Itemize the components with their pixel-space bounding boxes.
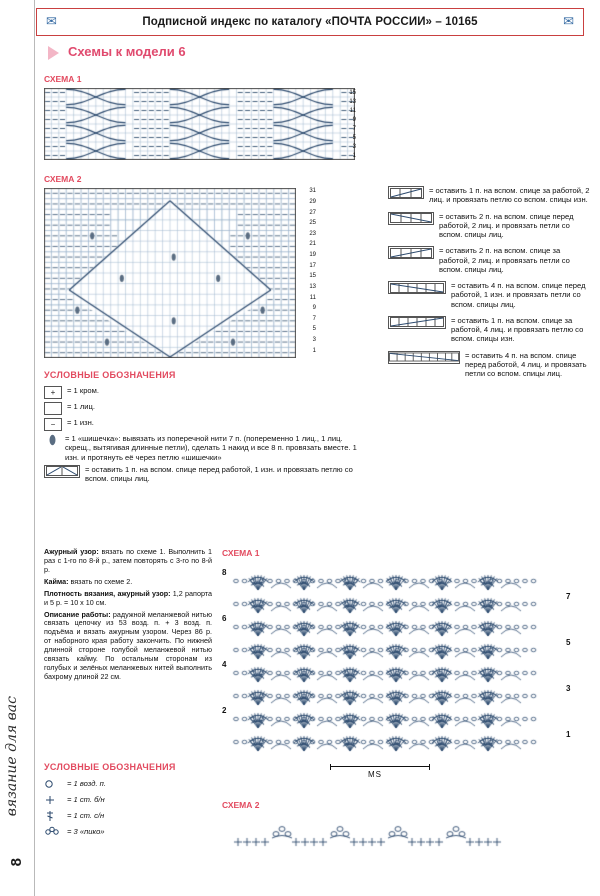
description-paragraph: [44, 578, 212, 587]
picot-icon: [44, 826, 62, 837]
stitch-symbol-purl-icon: −: [44, 418, 62, 431]
description-paragraph: [44, 590, 212, 608]
row-number: 9: [352, 116, 356, 123]
legend-item: [388, 186, 593, 205]
crochet-row-number-left: 6: [222, 614, 227, 623]
description-paragraph: [44, 548, 212, 575]
repeat-bracket: [330, 766, 430, 767]
row-number: 1: [312, 347, 316, 354]
row-number: 11: [349, 107, 356, 114]
row-number: 31: [309, 188, 316, 195]
cable-symbol-1p-front-icon: [44, 465, 80, 478]
crochet-scheme2-label: СХЕМА 2: [222, 800, 260, 810]
bottom-legend-block: [44, 762, 224, 842]
legend-item: [44, 434, 364, 462]
page-header: [36, 8, 584, 36]
legend-item: [44, 418, 364, 431]
stitch-symbol-bobble-icon: [44, 434, 60, 445]
legend-item: [388, 246, 593, 274]
scheme2-chart: [44, 188, 296, 358]
legend-item-text: = оставить 1 п. на вспом. спице перед работой, 1 изн. и провязать петлю со вспом. спицы лиц.: [85, 464, 353, 483]
stitch-symbol-knit-icon: [44, 402, 62, 415]
right-legend-block: [388, 186, 593, 385]
legend-item-text: = оставить 1 п. на вспом. спице за работой, 4 лиц. и провязать петлю со вспом. спицы изн.: [451, 315, 584, 344]
crochet-scheme2-chart: [228, 816, 528, 856]
mail-icon-left: ✉: [46, 14, 57, 30]
row-number: 7: [352, 125, 356, 132]
legend-item-text: = 1 ст. б/н: [67, 794, 105, 804]
chain-stitch-icon: [44, 778, 62, 789]
description-head: Плотность вязания, ажурный узор:: [44, 588, 171, 598]
legend-item-text: = 1 возд. п.: [67, 778, 106, 788]
description-body: 1,2 рапорта и 5 р. = 10 x 10 см.: [44, 588, 212, 607]
legend-item-text: = 3 «пико»: [67, 826, 105, 836]
crochet-row-number-left: 4: [222, 660, 227, 669]
legend-item: [388, 281, 593, 309]
legend-item: [44, 465, 364, 484]
legend-item-text: = 1 кром.: [67, 386, 99, 395]
crochet-row-number-right: 7: [566, 592, 571, 601]
cable-4-front-icon: [388, 281, 446, 294]
scheme2-label: СХЕМА 2: [44, 174, 82, 184]
legend-item-text: = оставить 2 п. на вспом. спице за работой, 2 лиц. и провязать петли со вспом. спицы лиц.: [439, 246, 570, 274]
crochet-row-number-left: 8: [222, 568, 227, 577]
page-number: 8: [8, 857, 25, 866]
description-body: вязать по схеме 2.: [68, 576, 133, 586]
description-head: Описание работы:: [44, 609, 111, 619]
row-number: 27: [309, 209, 316, 216]
crochet-row-number-right: 3: [566, 684, 571, 693]
cable-2-front-icon: [388, 212, 434, 225]
magazine-title: вязание для вас: [4, 695, 20, 816]
row-number: 25: [309, 220, 316, 227]
triangle-icon: [48, 46, 59, 60]
legend-item-text: = оставить 1 п. на вспом. спице за работой, 2 лиц. и провязать петлю со вспом. спицы изн.: [429, 186, 590, 205]
row-number: 3: [352, 143, 356, 150]
row-number: 5: [312, 326, 316, 333]
row-number: 15: [309, 273, 316, 280]
description-body: радужной меланжевой нитью связать цепочку из 53 возд. п. + 3 возд. п. подъёма и вязать ажурным узором. Через 86 р. от наборного края работу закончить. По нижней длинной стороне голубой меланжевой нитью связать кайму. По остальным сторонам из голубых и зелёных меланжевых нитей выполнить бахрому длиной 22 см.: [44, 609, 212, 681]
row-number: 17: [309, 262, 316, 269]
legend-item: [44, 826, 224, 837]
row-number: 1: [352, 152, 356, 159]
row-number: 13: [349, 98, 356, 105]
legend-item-text: = оставить 4 п. на вспом. спице перед работой, 4 лиц. и провязать петли со вспом. спицы лиц.: [465, 350, 587, 378]
legend-item: [44, 778, 224, 789]
legend-block: [44, 370, 364, 486]
legend-item: [388, 351, 593, 379]
legend-item: [388, 316, 593, 344]
single-crochet-icon: [44, 794, 62, 805]
row-number: 5: [352, 134, 356, 141]
cable-1-front-4-icon: [388, 316, 446, 329]
cable-4-back-icon: [388, 351, 460, 364]
scheme1-row-numbers: [340, 88, 356, 160]
legend-item: [44, 386, 364, 399]
legend-item-text: = 1 лиц.: [67, 402, 96, 411]
legend-item: [388, 212, 593, 240]
crochet-scheme1-label: СХЕМА 1: [222, 548, 260, 558]
row-number: 29: [309, 198, 316, 205]
description-block: [44, 548, 212, 682]
description-head: Кайма:: [44, 576, 69, 586]
crochet-row-number-right: 1: [566, 730, 571, 739]
double-crochet-icon: [44, 810, 62, 821]
mail-icon-right: ✉: [563, 14, 574, 30]
description-head: Ажурный узор:: [44, 547, 99, 556]
legend-item: [44, 794, 224, 805]
row-number: 11: [309, 294, 316, 301]
row-number: 15: [349, 89, 356, 96]
header-title: Подписной индекс по каталогу «ПОЧТА РОССИИ» – 10165: [142, 16, 478, 28]
legend-item: [44, 810, 224, 821]
scheme1-label: СХЕМА 1: [44, 74, 82, 84]
bottom-legend-title: УСЛОВНЫЕ ОБОЗНАЧЕНИЯ: [44, 762, 176, 772]
legend-item-text: = 1 изн.: [67, 418, 94, 427]
cable-2-back-icon: [388, 246, 434, 259]
description-paragraph: [44, 611, 212, 682]
section-title: Схемы к модели 6: [68, 44, 186, 59]
crochet-scheme1-chart: [220, 560, 550, 760]
page-spine: [0, 0, 35, 896]
scheme2-row-numbers: [300, 186, 316, 358]
row-number: 13: [309, 283, 316, 290]
scheme1-chart: [44, 88, 355, 160]
row-number: 19: [309, 252, 316, 259]
legend-item-text: = 1 ст. с/н: [67, 810, 105, 820]
legend-item: [44, 402, 364, 415]
legend-item-text: = оставить 4 п. на вспом. спице перед работой, 1 изн. и провязать петли со вспом. спицы лиц.: [451, 281, 586, 309]
row-number: 23: [309, 230, 316, 237]
crochet-row-number-right: 5: [566, 638, 571, 647]
repeat-label: MS: [368, 770, 382, 779]
legend-item-text: = оставить 2 п. на вспом. спице перед работой, 2 лиц. и провязать петли со вспом. спицы лиц.: [439, 211, 574, 239]
row-number: 21: [309, 241, 316, 248]
row-number: 9: [312, 305, 316, 312]
legend-item-text: = 1 «шишечка»: вывязать из поперечной нити 7 п. (попеременно 1 лиц., 1 лиц. скрещ., вытягивая длинные петли), сделать 1 накид и все 8 п. провязать вместе. 1 изн. и протянуть её через петлю «шишечки»: [65, 434, 357, 462]
cable-1-back-icon: [388, 186, 424, 199]
description-body: вязать по схеме 1. Выполнить 1 раз с 1-го по 8-й р., затем повторять с 3-го по 8-й р.: [44, 547, 212, 574]
legend-title: УСЛОВНЫЕ ОБОЗНАЧЕНИЯ: [44, 370, 176, 380]
stitch-symbol-edge-icon: +: [44, 386, 62, 399]
row-number: 7: [312, 315, 316, 322]
row-number: 3: [312, 337, 316, 344]
crochet-row-number-left: 2: [222, 706, 227, 715]
